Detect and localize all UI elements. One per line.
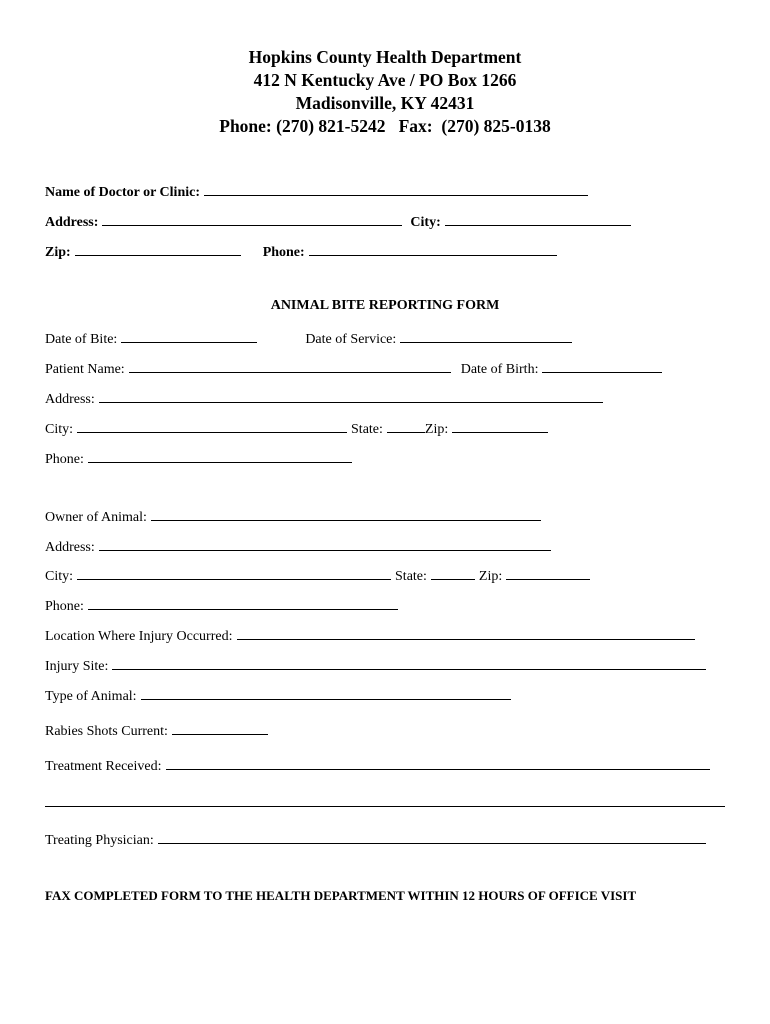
date-of-bite-field[interactable] — [121, 328, 257, 343]
clinic-phone-field[interactable] — [309, 241, 557, 256]
clinic-address-field[interactable] — [102, 211, 402, 226]
department-phone-fax: Phone: (270) 821-5242 Fax: (270) 825-0138 — [219, 116, 551, 136]
patient-name-row — [45, 358, 662, 378]
patient-phone-row — [45, 448, 352, 468]
patient-name-field[interactable] — [129, 358, 451, 373]
owner-city-field[interactable] — [77, 565, 391, 580]
treatment-label: Treatment Received: — [45, 759, 162, 774]
animal-type-row — [45, 685, 511, 705]
treatment-field[interactable] — [166, 755, 710, 770]
patient-state-field[interactable] — [387, 418, 425, 433]
fax-instruction: FAX COMPLETED FORM TO THE HEALTH DEPARTMENT WITHIN 12 HOURS OF OFFICE VISIT — [45, 888, 637, 903]
owner-address-field[interactable] — [99, 536, 551, 551]
injury-location-label: Location Where Injury Occurred: — [45, 629, 233, 644]
injury-site-label: Injury Site: — [45, 659, 109, 674]
owner-state-field[interactable] — [431, 565, 475, 580]
rabies-label: Rabies Shots Current: — [45, 724, 168, 739]
date-of-bite-label: Date of Bite: — [45, 332, 118, 347]
clinic-city-field[interactable] — [445, 211, 631, 226]
patient-name-label: Patient Name: — [45, 362, 125, 377]
animal-type-label: Type of Animal: — [45, 689, 137, 704]
department-name: Hopkins County Health Department — [248, 47, 522, 67]
clinic-address-row — [45, 211, 631, 231]
patient-phone-field[interactable] — [88, 448, 352, 463]
physician-label: Treating Physician: — [45, 833, 154, 848]
clinic-name-label: Name of Doctor or Clinic: — [45, 185, 200, 200]
patient-address-field[interactable] — [99, 388, 603, 403]
patient-city-row — [45, 418, 548, 438]
owner-zip-field[interactable] — [506, 565, 590, 580]
clinic-city-label: City: — [410, 215, 441, 230]
date-of-service-label: Date of Service: — [305, 332, 397, 347]
owner-city-row — [45, 565, 590, 585]
patient-address-label: Address: — [45, 392, 95, 407]
patient-phone-label: Phone: — [45, 452, 84, 467]
patient-state-label: State: — [351, 422, 383, 437]
injury-site-row — [45, 655, 706, 675]
owner-phone-field[interactable] — [88, 595, 398, 610]
patient-city-field[interactable] — [77, 418, 347, 433]
rabies-row — [45, 720, 268, 740]
form-title: ANIMAL BITE REPORTING FORM — [270, 298, 500, 313]
injury-location-field[interactable] — [237, 625, 695, 640]
patient-address-row — [45, 388, 603, 408]
bite-date-row — [45, 328, 572, 348]
treatment-continuation-line[interactable] — [45, 806, 725, 807]
clinic-name-row — [45, 181, 588, 201]
date-of-birth-label: Date of Birth: — [460, 362, 539, 377]
department-city: Madisonville, KY 42431 — [295, 93, 475, 113]
clinic-zip-label: Zip: — [45, 245, 71, 260]
date-of-birth-field[interactable] — [542, 358, 662, 373]
injury-site-field[interactable] — [112, 655, 706, 670]
clinic-name-field[interactable] — [204, 181, 588, 196]
rabies-field[interactable] — [172, 720, 268, 735]
owner-label: Owner of Animal: — [45, 510, 147, 525]
date-of-service-field[interactable] — [400, 328, 572, 343]
owner-zip-label: Zip: — [478, 569, 503, 584]
owner-field[interactable] — [151, 506, 541, 521]
patient-city-label: City: — [45, 422, 74, 437]
owner-address-row — [45, 536, 551, 556]
owner-state-label: State: — [395, 569, 427, 584]
department-header — [0, 46, 770, 138]
animal-type-field[interactable] — [141, 685, 511, 700]
patient-zip-label: Zip: — [424, 422, 449, 437]
injury-location-row — [45, 625, 695, 645]
owner-address-label: Address: — [45, 540, 95, 555]
treatment-row — [45, 755, 710, 775]
patient-zip-field[interactable] — [452, 418, 548, 433]
physician-field[interactable] — [158, 829, 706, 844]
owner-phone-row — [45, 595, 398, 615]
clinic-zip-field[interactable] — [75, 241, 241, 256]
department-address: 412 N Kentucky Ave / PO Box 1266 — [253, 70, 517, 90]
physician-row — [45, 829, 706, 849]
clinic-zip-row — [45, 241, 557, 261]
owner-phone-label: Phone: — [45, 599, 84, 614]
owner-city-label: City: — [45, 569, 74, 584]
owner-row — [45, 506, 541, 526]
clinic-phone-label: Phone: — [262, 245, 305, 260]
clinic-address-label: Address: — [45, 215, 99, 230]
